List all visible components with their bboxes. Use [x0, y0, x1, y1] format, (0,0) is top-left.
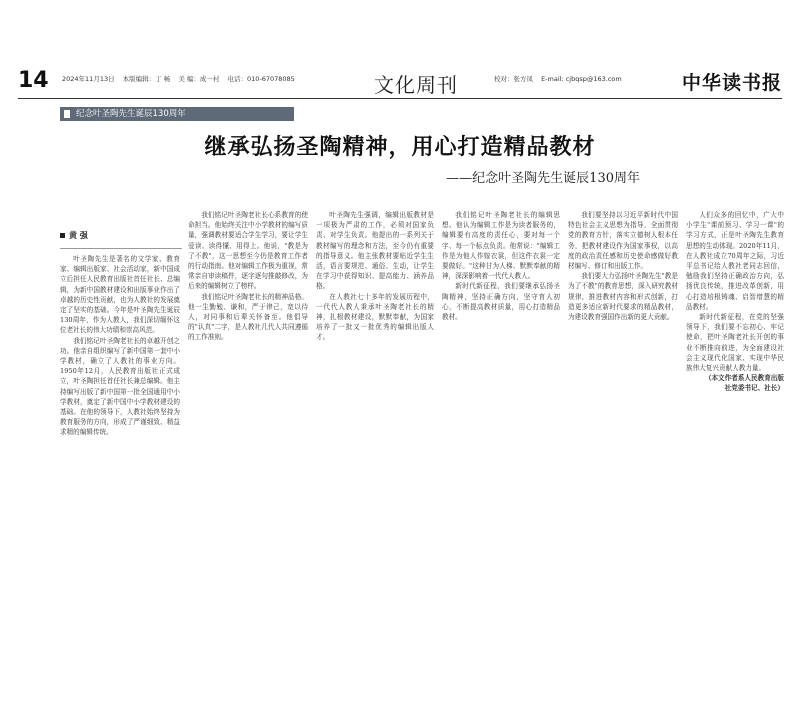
feature-banner: 纪念叶圣陶先生诞辰130周年	[60, 107, 294, 121]
page-header	[18, 68, 782, 97]
article-paragraph: 新时代新征程，在党的坚强领导下，我们要不忘初心、牢记使命，把叶圣陶老社长开创的事业不断推向前进，为全面建设社会主义现代化国家、实现中华民族伟大复兴贡献人教力量。	[686, 313, 784, 373]
article-column	[188, 210, 308, 694]
article-column	[60, 254, 180, 694]
header-rule	[18, 98, 782, 99]
article-column	[442, 210, 560, 694]
byline-divider	[60, 248, 182, 249]
email-address: E-mail: cjbqsp@163.com	[541, 75, 622, 83]
article-column	[316, 210, 434, 694]
article-paragraph: 我们铭记叶圣陶老社长的卓越开创之功。他亲自组织编写了新中国第一套中小学教材，确立了人教社的事业方向。1950年12月，人民教育出版社正式成立，叶圣陶担任首任社长兼总编辑。他主持编写出版了新中国第一批全国通用中小学教材，奠定了新中国中小学教材建设的基础。在他的领导下，人教社始终坚持为教育服务的方向，形成了严谨细致、精益求精的编辑传统。	[60, 336, 180, 437]
proof-credit: 校对：张方凤	[494, 75, 533, 83]
header-meta-right	[494, 74, 628, 83]
article-column	[568, 210, 678, 694]
phone-number: 电话：010-67078085	[227, 75, 295, 83]
article-paragraph: 新时代新征程，我们要继承弘扬圣陶精神，坚持正确方向，坚守育人初心，不断提高教材质量，用心打造精品教材。	[442, 282, 560, 322]
article-paragraph: 我们铭记叶圣陶老社长心系教育的使命担当。他始终关注中小学教材的编写质量，强调教材要适合学生学习，要让学生爱读、读得懂、用得上。他说，"教是为了不教"，这一思想至今仍是教育工作者的行动指南。他对编辑工作极为重视，常常亲自审读稿件，逐字逐句推敲修改，为后来的编辑树立了榜样。	[188, 211, 308, 291]
editor-credit: 本版编辑：丁 畅	[122, 75, 171, 83]
newspaper-logo: 中华读书报	[681, 72, 782, 94]
article-subtitle: ——纪念叶圣陶先生诞辰130周年	[446, 171, 640, 186]
article-paragraph: 我们铭记叶圣陶老社长的编辑思想。他认为编辑工作是为读者服务的，编辑要有高度的责任心，要对每一个字、每一个标点负责。他常说："编辑工作是为他人作嫁衣裳，但这件衣裳一定要做好。"这种甘为人梯、默默奉献的精神，深深影响着一代代人教人。	[442, 211, 560, 281]
article-paragraph: 人们众多的回忆中，广大中小学生"课前预习、学习一课"的学习方式，正是叶圣陶先生教育思想的生动体现。2020年11月，在人教社成立70周年之际，习近平总书记给人教社老同志回信，勉励我们坚持正确政治方向，弘扬优良传统，推进改革创新，用心打造培根铸魂、启智增慧的精品教材。	[686, 211, 784, 311]
article-paragraph: 我们要大力弘扬叶圣陶先生"教是为了不教"的教育思想，深入研究教材规律，推进教材内容和形式创新，打造更多适应新时代要求的精品教材，为建设教育强国作出新的更大贡献。	[568, 272, 678, 322]
article-paragraph: 在人教社七十多年的发展历程中，一代代人教人秉承叶圣陶老社长的精神，扎根教材建设，默默奉献，为国家培养了一批又一批优秀的编辑出版人才。	[316, 292, 434, 342]
header-meta-left	[62, 74, 301, 83]
article-paragraph: 我们要坚持以习近平新时代中国特色社会主义思想为指导，全面贯彻党的教育方针，落实立德树人根本任务，把教材建设作为国家事权，以高度的政治责任感和历史使命感做好教材编写、修订和出版工作。	[568, 211, 678, 271]
issue-date: 2024年11月13日	[62, 75, 115, 83]
author-signature: （本文作者系人民教育出版社党委书记、社长）	[704, 374, 784, 393]
article-paragraph: 我们铭记叶圣陶老社长的精神品格。他一生勤勉、谦和，严于律己，宽以待人，对同事和后辈关怀备至。他倡导的"认真"二字，是人教社几代人共同遵循的工作准则。	[188, 292, 308, 342]
article-paragraph: 叶圣陶先生是著名的文学家、教育家、编辑出版家、社会活动家，新中国成立后担任人民教育出版社首任社长、总编辑，为新中国教材建设和出版事业作出了卓越的历史性贡献，也为人教社的发展奠定了坚实的基础。今年是叶圣陶先生诞辰130周年，作为人教人，我们深切缅怀这位老社长的伟大功绩和崇高风范。	[60, 255, 180, 335]
article-title: 继承弘扬圣陶精神，用心打造精品教材	[204, 135, 596, 160]
page-number: 14	[18, 68, 49, 93]
author-byline: 黄 强	[60, 230, 88, 241]
section-title: 文化周刊	[374, 73, 458, 97]
art-credit: 美 编：成一村	[178, 75, 220, 83]
article-paragraph: 叶圣陶先生强调，编辑出版教材是一项极为严肃的工作，必须对国家负责、对学生负责。他提出的一系列关于教材编写的理念和方法，至今仍有重要的指导意义。他主张教材要贴近学生生活，语言要规范、通俗、生动，让学生在学习中获得知识、提高能力、涵养品格。	[316, 211, 434, 291]
article-column	[686, 210, 784, 694]
